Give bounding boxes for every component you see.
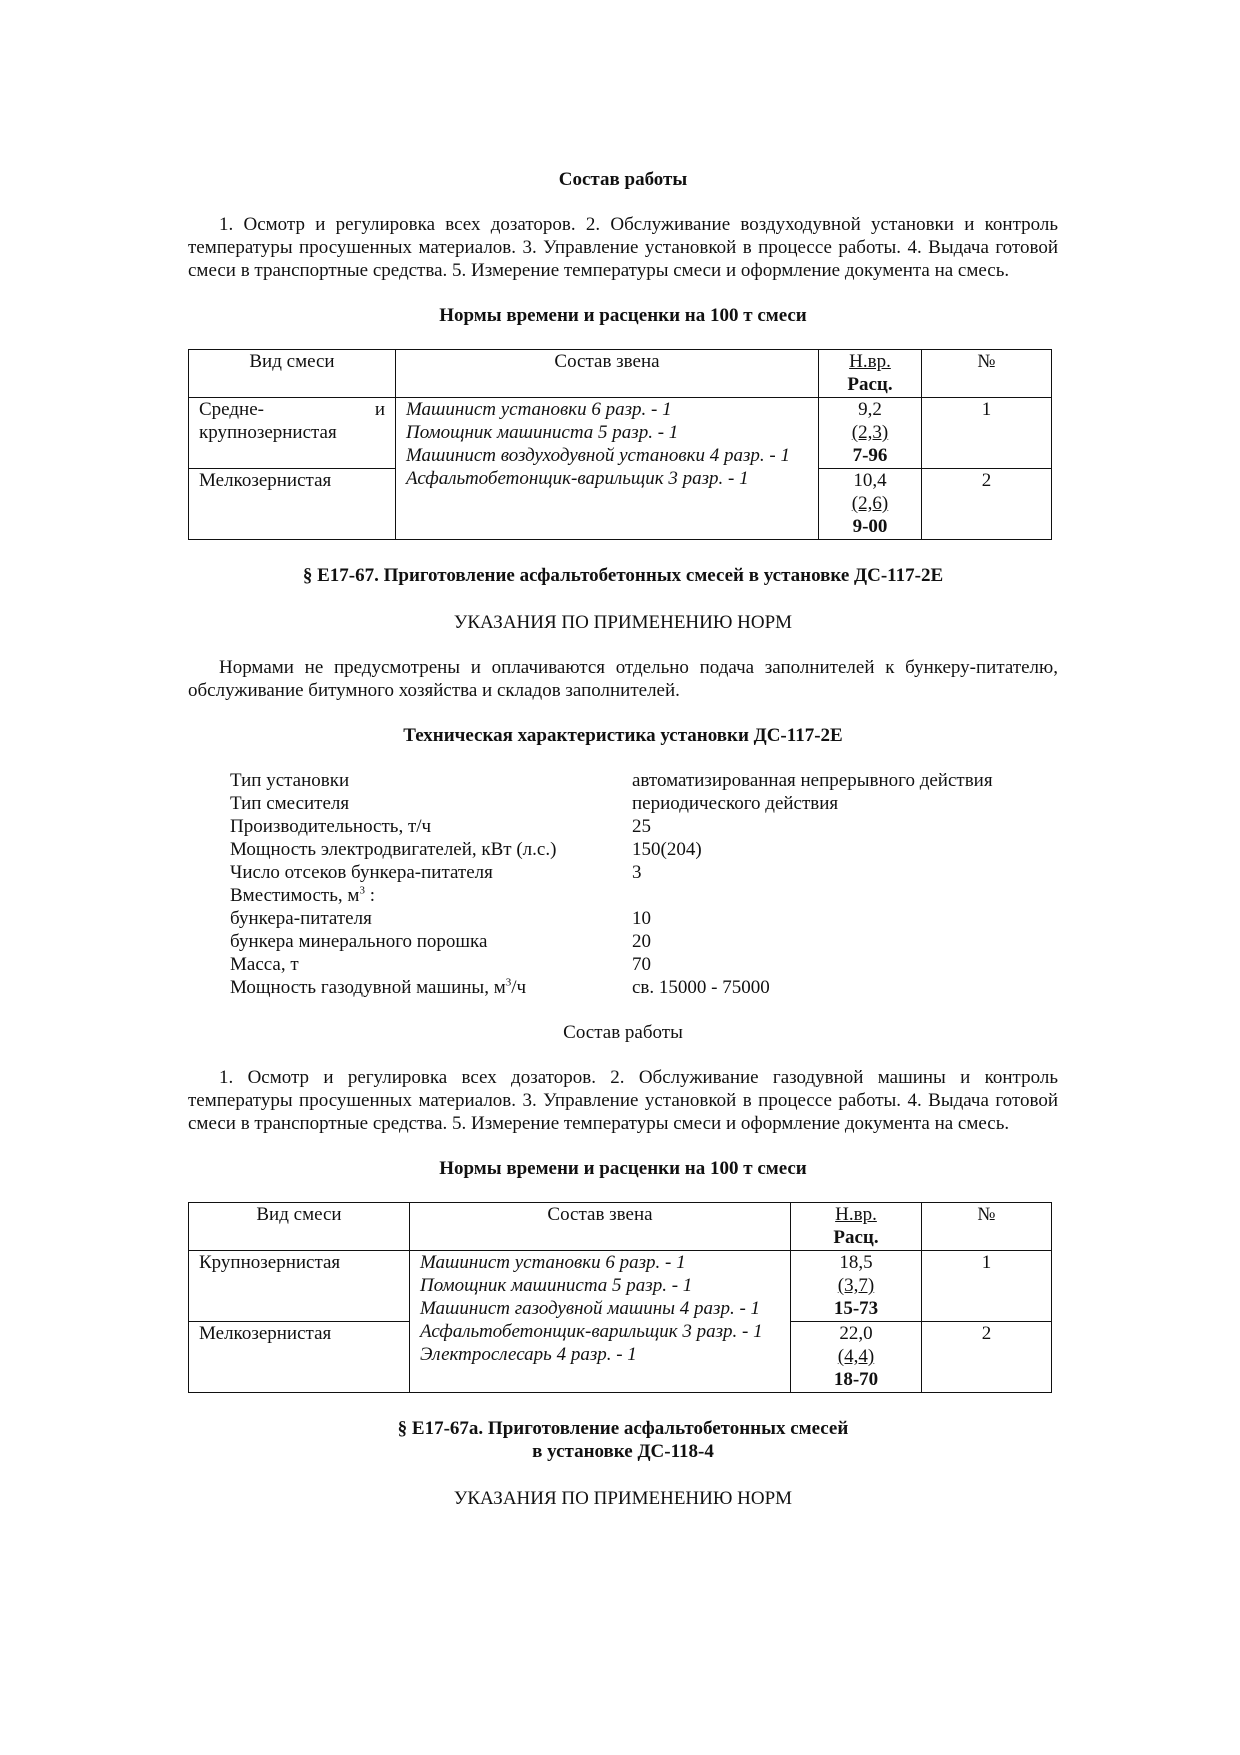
spec-value: [632, 884, 993, 907]
header-mix: Вид смеси: [189, 350, 396, 398]
spec-row: [230, 976, 993, 999]
section-title-line: в установке ДС-118-4: [532, 1441, 714, 1462]
mix-name-part: Средне-: [199, 399, 264, 420]
section-title-line: § Е17-67а. Приготовление асфальтобетонных смесей: [397, 1418, 849, 1439]
norms-table-2: [188, 1202, 1052, 1393]
table-row: [189, 398, 1052, 469]
table-header-row: [189, 1203, 1052, 1251]
crew-cell: [410, 1251, 791, 1393]
header-crew: Состав звена: [396, 350, 819, 398]
spec-row: [230, 769, 993, 792]
spec-value: автоматизированная непрерывного действия: [632, 770, 993, 791]
work-composition-text-2: 1. Осмотр и регулировка всех дозаторов. 2. Обслуживание газодувной машины и контроль температуры просушенных материалов. 3. Управление установкой в процессе работы. 4. Выдача готовой смеси в транспортные средства. 5. Измерение температуры смеси и оформление документа на смесь.: [188, 1067, 1058, 1134]
spec-key: Мощность электродвигателей, кВт (л.с.): [230, 839, 557, 860]
crew-member: Электрослесарь 4 разр. - 1: [420, 1344, 637, 1365]
spec-value: св. 15000 - 75000: [632, 977, 770, 998]
norm-time-paren: (2,6): [851, 493, 889, 514]
norms-title: Нормы времени и расценки на 100 т смеси: [439, 305, 807, 326]
header-mix: Вид смеси: [189, 1203, 410, 1251]
row-number: 1: [922, 1251, 1052, 1322]
spec-row: [230, 907, 993, 930]
mix-cell: Мелкозернистая: [189, 469, 396, 540]
spec-value: 25: [632, 816, 651, 837]
norm-time: 18,5: [839, 1252, 873, 1273]
row-number: 1: [922, 398, 1052, 469]
rate: 7-96: [852, 445, 888, 466]
spec-value: 150(204): [632, 839, 702, 860]
crew-member: Помощник машиниста 5 разр. - 1: [406, 422, 679, 443]
crew-member: Машинист установки 6 разр. - 1: [420, 1252, 686, 1273]
norm-time-paren: (4,4): [837, 1346, 875, 1367]
spec-key: Вместимость, $м^3$ :: [230, 884, 375, 906]
norms-table-1: [188, 349, 1052, 540]
norm-time: 10,4: [853, 470, 887, 491]
rate: 9-00: [852, 516, 888, 537]
crew-member: Машинист воздуходувной установки 4 разр. - 1: [406, 445, 790, 466]
spec-value: 10: [632, 908, 651, 929]
mix-name-conj: и: [374, 399, 385, 420]
spec-key: бункера-питателя: [230, 908, 372, 929]
spec-row: [230, 792, 993, 815]
spec-value: 70: [632, 954, 651, 975]
spec-key: Тип установки: [230, 770, 350, 791]
spec-key: бункера минерального порошка: [230, 931, 488, 952]
section-title-e17-67: § Е17-67. Приготовление асфальтобетонных смесей в установке ДС-117-2Е: [302, 565, 944, 586]
spec-key: Производительность, т/ч: [230, 816, 432, 837]
header-rasc: Расц.: [847, 374, 893, 395]
crew-member: Асфальтобетонщик-варильщик 3 разр. - 1: [420, 1321, 763, 1342]
mix-cell: [189, 398, 396, 469]
document-page: [188, 168, 1058, 1510]
crew-member: Помощник машиниста 5 разр. - 1: [420, 1275, 693, 1296]
row-number: 2: [922, 1322, 1052, 1393]
rate: 18-70: [833, 1369, 879, 1390]
spec-value: 3: [632, 862, 642, 883]
work-composition-text: 1. Осмотр и регулировка всех дозаторов. 2. Обслуживание воздуходувной установки и контроль температуры просушенных материалов. 3. Управление установкой в процессе работы. 4. Выдача готовой смеси в транспортные средства. 5. Измерение температуры смеси и оформление документа на смесь.: [188, 214, 1058, 281]
spec-value: 20: [632, 931, 651, 952]
mix-cell: Крупнозернистая: [189, 1251, 410, 1322]
header-hvr: Н.вр.: [849, 351, 891, 372]
mix-name-part: крупнозернистая: [199, 422, 337, 443]
spec-key: Мощность газодувной машины, $м^3/ч$: [230, 976, 527, 998]
norm-time-paren: (2,3): [851, 422, 889, 443]
spec-key: Число отсеков бункера-питателя: [230, 862, 493, 883]
spec-table: [230, 769, 993, 999]
header-no: №: [922, 1203, 1052, 1251]
table-row: [189, 1251, 1052, 1322]
norm-cell: [819, 469, 922, 540]
header-norm: [819, 350, 922, 398]
norm-cell: [819, 398, 922, 469]
norms-title-2: Нормы времени и расценки на 100 т смеси: [439, 1158, 807, 1179]
crew-member: Машинист установки 6 разр. - 1: [406, 399, 672, 420]
header-crew: Состав звена: [410, 1203, 791, 1251]
crew-member: Асфальтобетонщик-варильщик 3 разр. - 1: [406, 468, 749, 489]
spec-row: [230, 953, 993, 976]
spec-key: Тип смесителя: [230, 793, 350, 814]
spec-value: периодического действия: [632, 793, 839, 814]
guidance-title-2: УКАЗАНИЯ ПО ПРИМЕНЕНИЮ НОРМ: [453, 1488, 793, 1509]
section-title-e17-67a: [188, 1417, 1058, 1463]
row-number: 2: [922, 469, 1052, 540]
norm-time-paren: (3,7): [837, 1275, 875, 1296]
spec-row: [230, 930, 993, 953]
header-hvr: Н.вр.: [835, 1204, 877, 1225]
header-no: №: [922, 350, 1052, 398]
header-norm: [791, 1203, 922, 1251]
rate: 15-73: [833, 1298, 879, 1319]
spec-title: Техническая характеристика установки ДС-117-2Е: [403, 725, 843, 746]
work-composition-title-2: Состав работы: [563, 1022, 683, 1043]
norm-cell: [791, 1251, 922, 1322]
norm-time: 22,0: [839, 1323, 873, 1344]
table-header-row: [189, 350, 1052, 398]
norm-time: 9,2: [858, 399, 882, 420]
crew-member: Машинист газодувной машины 4 разр. - 1: [420, 1298, 761, 1319]
spec-row: [230, 838, 993, 861]
work-composition-title: Состав работы: [558, 169, 688, 190]
spec-row: [230, 815, 993, 838]
norm-cell: [791, 1322, 922, 1393]
mix-cell: Мелкозернистая: [189, 1322, 410, 1393]
guidance-title: УКАЗАНИЯ ПО ПРИМЕНЕНИЮ НОРМ: [453, 612, 793, 633]
spec-row: [230, 861, 993, 884]
guidance-text: Нормами не предусмотрены и оплачиваются отдельно подача заполнителей к бункеру-питателю, обслуживание битумного хозяйства и складов заполнителей.: [188, 657, 1058, 701]
crew-cell: [396, 398, 819, 540]
spec-key: Масса, т: [230, 954, 299, 975]
spec-row: [230, 884, 993, 907]
header-rasc: Расц.: [833, 1227, 879, 1248]
